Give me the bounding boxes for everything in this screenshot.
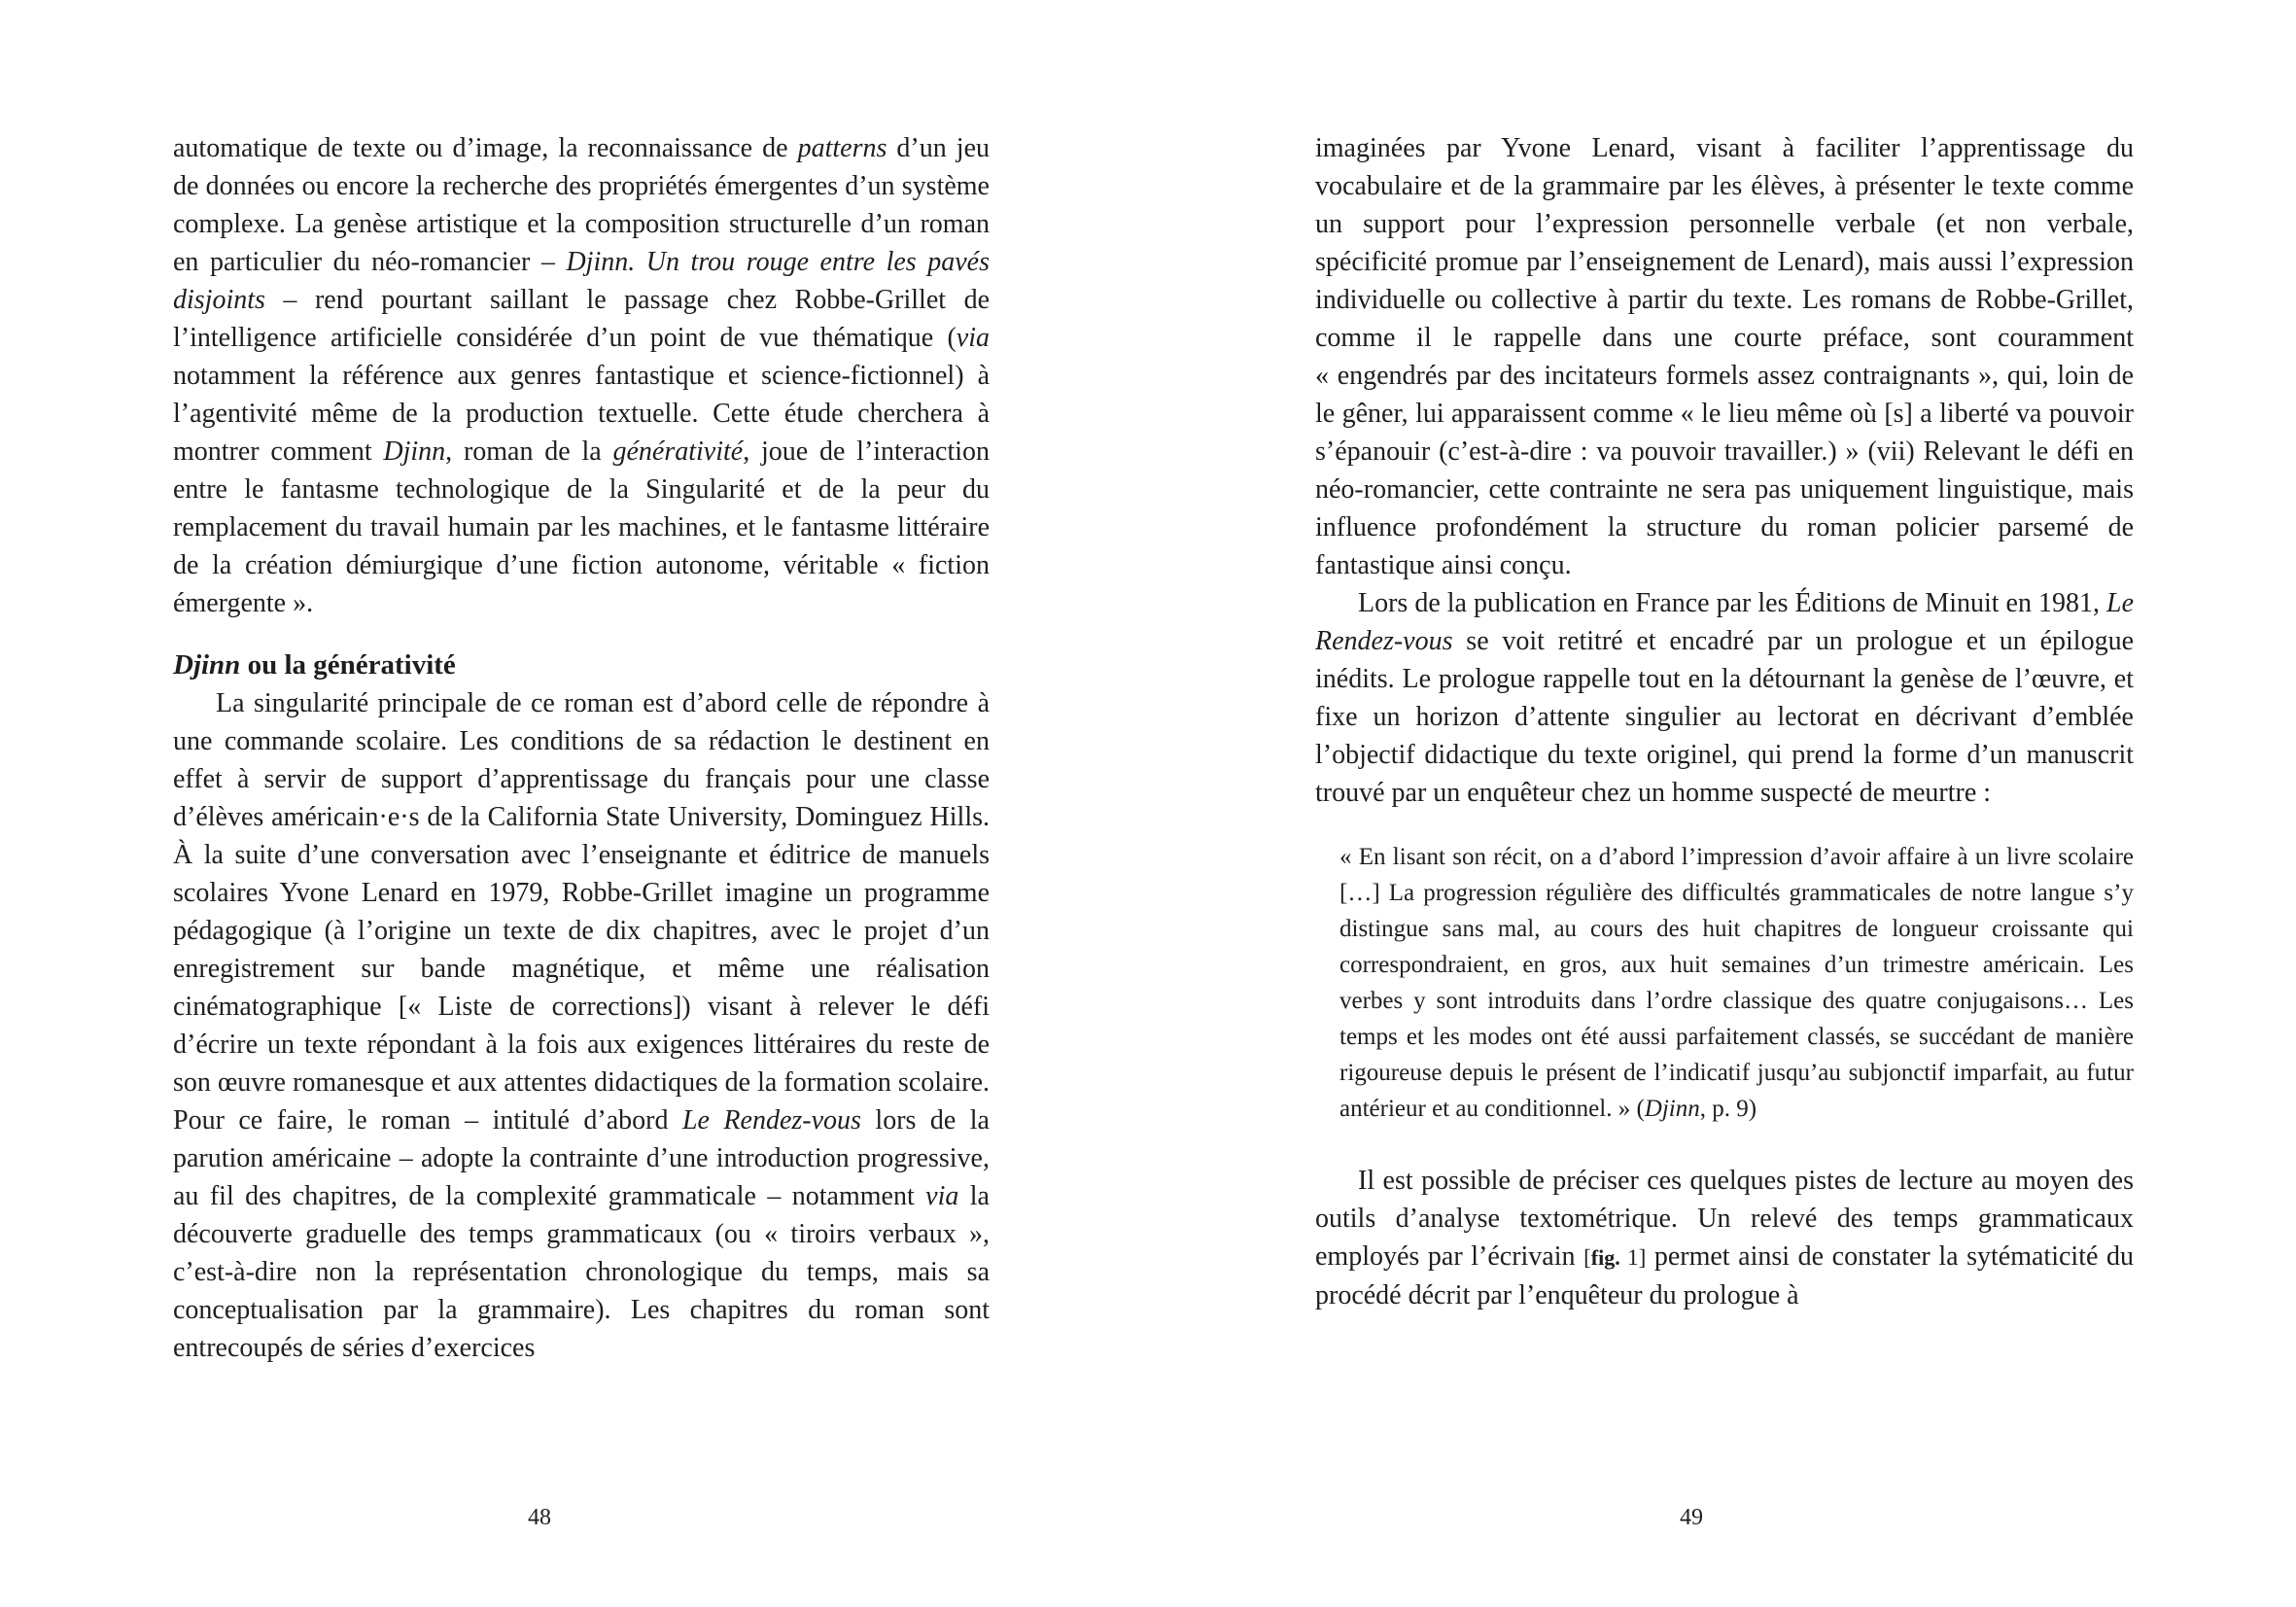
paragraph: La singularité principale de ce roman est d’abord celle de répondre à une commande scolaire. Les conditions de sa rédaction le destinent en effet à servir de support d’apprentissage du français pour une classe d’élèves américain·e·s de la California State University, Dominguez Hills. À la suite d’une conversation avec l’enseignante et éditrice de manuels scolaires Yvone Lenard en 1979, Robbe-Grillet imagine un programme pédagogique (à l’origine un texte de dix chapitres, avec le projet d’un enregistrement sur bande magnétique, et même une réalisation cinématographique [« Liste de corrections]) visant à relever le défi d’écrire un texte répondant à la fois aux exigences littéraires du reste de son œuvre romanesque et aux attentes didactiques de la formation scolaire. Pour ce faire, le roman – intitulé d’abord Le Rendez-vous lors de la parution américaine – adopte la contrainte d’une introduction progressive, au fil des chapitres, de la complexité grammaticale – notamment via la découverte graduelle des temps grammaticaux (ou « tiroirs verbaux », c’est-à-dire non la représentation chronologique du temps, mais sa conceptualisation par la grammaire). Les chapitres du roman sont entrecoupés de séries d’exercices <box>173 688 990 1363</box>
paragraph: Lors de la publication en France par les Éditions de Minuit en 1981, Le Rendez-vous se voit retitré et encadré par un prologue et un épilogue inédits. Le prologue rappelle tout en la détournant la genèse de l’œuvre, et fixe un horizon d’attente singulier au lectorat en décrivant d’emblée l’objectif didactique du texte originel, qui prend la forme d’un manuscrit trouvé par un enquêteur chez un homme suspecté de meurtre : <box>1315 588 2134 808</box>
left-text-block <box>173 129 990 1367</box>
paragraph-continuation: automatique de texte ou d’image, la reconnaissance de patterns d’un jeu de données ou encore la recherche des propriétés émergentes d’un système complexe. La genèse artistique et la composition structurelle d’un roman en particulier du néo-romancier – Djinn. Un trou rouge entre les pavés disjoints – rend pourtant saillant le passage chez Robbe-Grillet de l’intelligence artificielle considérée d’un point de vue thématique (via notamment la référence aux genres fantastique et science-fictionnel) à l’agentivité même de la production textuelle. Cette étude cherchera à montrer comment Djinn, roman de la générativité, joue de l’interaction entre le fantasme technologique de la Singularité et de la peur du remplacement du travail humain par les machines, et le fantasme littéraire de la création démiurgique d’une fiction autonome, véritable « fiction émergente ». <box>173 133 991 618</box>
paragraph: Il est possible de préciser ces quelques pistes de lecture au moyen des outils d’analyse textométrique. Un relevé des temps grammaticaux employés par l’écrivain [fig. 1] permet ainsi de constater la sytématicité du procédé décrit par l’enquêteur du prologue à <box>1315 1166 2134 1310</box>
paragraph-continuation: imaginées par Yvone Lenard, visant à faciliter l’apprentissage du vocabulaire et de la grammaire par les élèves, à présenter le texte comme un support pour l’expression personnelle verbale (et non verbale, spécificité promue par l’enseignement de Lenard), mais aussi l’expression individuelle ou collective à partir du texte. Les romans de Robbe-Grillet, comme il le rappelle dans une courte préface, sont couramment « engendrés par des incitateurs formels assez contraignants », qui, loin de le gêner, lui apparaissent comme « le lieu même où [s] a liberté va pouvoir s’épanouir (c’est-à-dire : va pouvoir travailler.) » (vii) Relevant le défi en néo-romancier, cette contrainte ne sera pas uniquement linguistique, mais influence profondément la structure du roman policier parsemé de fantastique ainsi conçu. <box>1315 133 2134 580</box>
page-number: 48 <box>528 1505 551 1530</box>
block-quote: « En lisant son récit, on a d’abord l’impression d’avoir affaire à un livre scolaire […] La progression régulière des difficultés grammaticales de notre langue s’y distingue sans mal, au cours des huit chapitres de longueur croissante qui correspondraient, en gros, aux huit semaines d’un trimestre américain. Les verbes y sont introduits dans l’ordre classique des quatre conjugaisons… Les temps et les modes ont été aussi parfaitement classés, se succédant de manière rigoureuse depuis le présent de l’indicatif jusqu’au subjonctif imparfait, au futur antérieur et au conditionnel. » (Djinn, p. 9) <box>1339 844 2134 1122</box>
page-number: 49 <box>1680 1505 1703 1530</box>
section-heading: Djinn ou la générativité <box>173 649 456 681</box>
right-text-block <box>1315 129 2134 1314</box>
right-page <box>1148 0 2296 1607</box>
